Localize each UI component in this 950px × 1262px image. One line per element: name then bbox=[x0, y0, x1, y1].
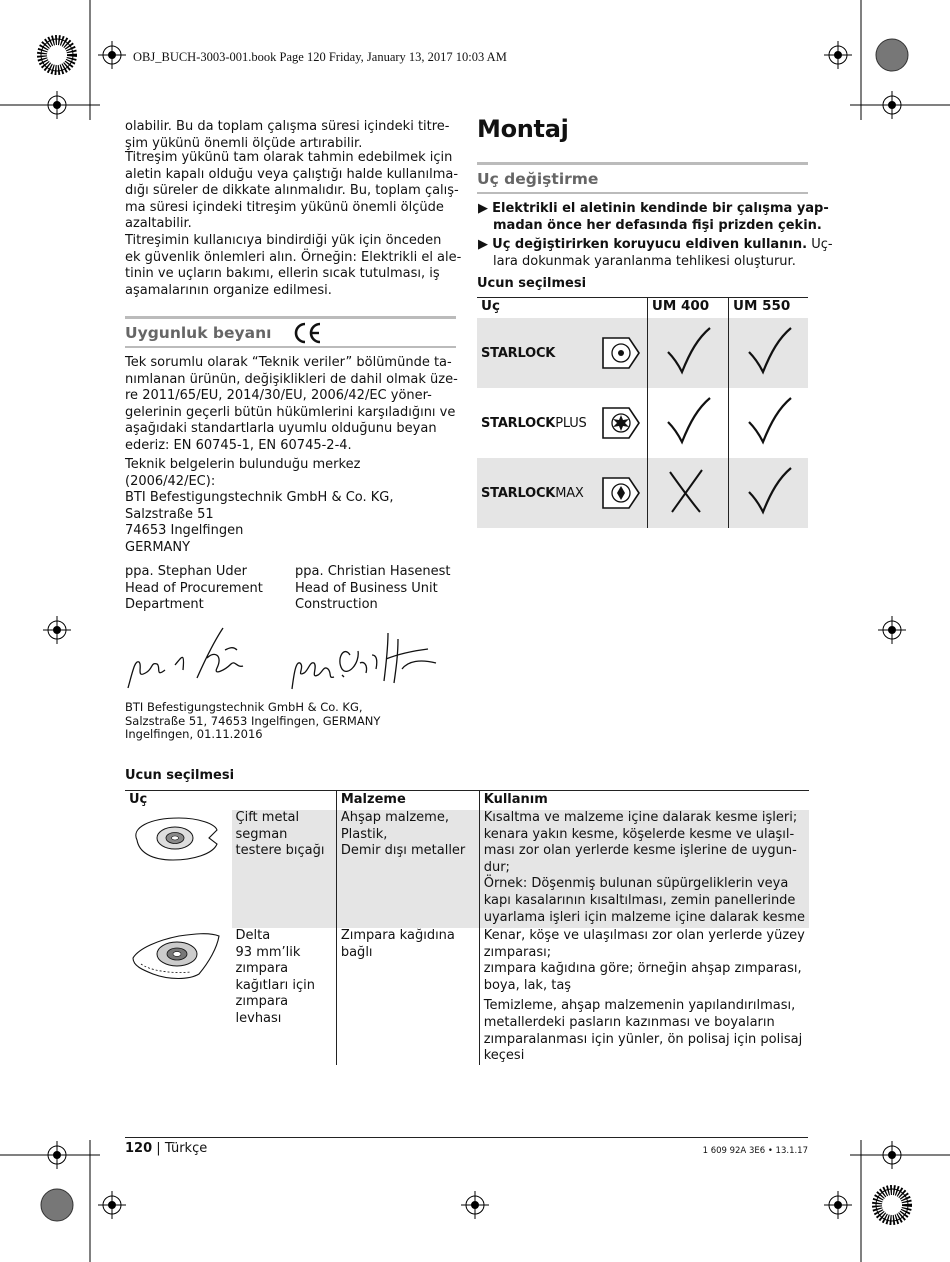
blade-change-heading: Uç değiştirme bbox=[477, 170, 599, 188]
usage-table bbox=[125, 790, 809, 1065]
table-row bbox=[477, 318, 808, 388]
blade-name: Çift metal segman testere bıçağı bbox=[232, 810, 337, 928]
col-header-material: Malzeme bbox=[336, 791, 479, 811]
um550-starlock-plus-cell bbox=[729, 388, 809, 458]
um550-starlock-cell bbox=[729, 318, 809, 388]
delta-sanding-plate-icon bbox=[129, 928, 221, 988]
section-rule bbox=[125, 346, 456, 348]
starlock-plus-mount-icon bbox=[601, 406, 641, 440]
declaration-text: Tek sorumlu olarak “Teknik veriler” bölümünde ta- nımlanan ürünün, değişiklikleri de dahil olmak üze- re 2011/65/EU, 2014/30/EU, 2006/42/EC yöner- gelerinin geçerli bütün hükümlerini karşıladığını ve aşağıdaki standartlarla uyumlu olduğunu beyan ederiz: EN 60745-1, EN 60745-2-4. bbox=[125, 355, 458, 453]
check-icon bbox=[648, 318, 725, 384]
starlock-max-logo: STARLOCKMAX bbox=[481, 485, 584, 501]
um550-starlock-max-cell bbox=[729, 458, 809, 528]
check-icon bbox=[729, 388, 808, 454]
col-header-usage: Kullanım bbox=[479, 791, 809, 811]
bullet-arrow-icon: ▶ bbox=[478, 237, 488, 252]
um400-starlock-max-cell bbox=[647, 458, 728, 528]
print-header: OBJ_BUCH-3003-001.book Page 120 Friday, January 13, 2017 10:03 AM bbox=[133, 50, 507, 64]
warning-bullet-2: ▶ Uç değiştirirken koruyucu eldiven kullanın. Uç- lara dokunmak yaranlanma tehlikesi oluşturur. bbox=[478, 237, 833, 269]
page-footer bbox=[125, 1141, 207, 1156]
um400-starlock-cell bbox=[647, 318, 728, 388]
warning-bullet-1: ▶ Elektrikli el aletinin kendinde bir çalışma yap- madan önce her defasında fişi prizden çekin. bbox=[478, 201, 829, 233]
table-row bbox=[477, 458, 808, 528]
section-rule bbox=[477, 162, 808, 165]
blade-name: Delta 93 mm’lik zımpara kağıtları için zımpara levhası bbox=[235, 928, 316, 1026]
col-header-blade: Uç bbox=[481, 298, 500, 314]
blade-usage: Kısaltma ve malzeme içine dalarak kesme işleri; kenara yakın kesme, köşelerde kesme ve ulaşıl- ması zor olan yerlerde kesme işlerine de uygun- dur; Örnek: Döşenmiş bulunan süpürgeliklerin veya kapı kasalarının kısaltılması, zemin panellerinde uyarlama işleri için malzeme içine dalarak kesme bbox=[479, 810, 809, 928]
starlock-plus-logo: STARLOCKPLUS bbox=[481, 415, 587, 431]
footer-separator: | bbox=[156, 1141, 161, 1156]
blade-material: Zımpara kağıdına bağlı bbox=[336, 928, 479, 1065]
blade-material: Ahşap malzeme, Plastik, Demir dışı metaller bbox=[336, 810, 479, 928]
starlock-mount-icon bbox=[601, 336, 641, 370]
check-icon bbox=[729, 458, 808, 524]
table-row bbox=[125, 928, 809, 1065]
starlock-max-mount-icon bbox=[601, 476, 641, 510]
vibration-text-2: Titreşim yükünü tam olarak tahmin edebilmek için aletin kapalı olduğu veya çalıştığı halde kullanılma- dığı süreler de dikkate alınmalıdır. Bu, toplam çalış- ma süresi içindeki titreşim yükünü önemli ölçüde azaltabilir. bbox=[125, 150, 459, 232]
compat-table bbox=[477, 297, 808, 528]
check-icon bbox=[729, 318, 808, 384]
check-icon bbox=[648, 388, 725, 454]
vibration-text-3: Titreşimin kullanıcıya bindirdiği yük için önceden ek güvenlik önlemleri alın. Örneğin: Elektrikli el ale- tinin ve uçların bakımı, ellerin sıcak tutulması, iş aşamalarının organize edilmesi. bbox=[125, 233, 462, 298]
signer-1: ppa. Stephan Uder Head of Procurement Department bbox=[125, 564, 263, 613]
compat-caption: Ucun seçilmesi bbox=[477, 276, 587, 291]
conformity-heading: Uygunluk beyanı bbox=[125, 324, 272, 342]
starlock-logo: STARLOCK bbox=[481, 345, 556, 361]
segment-saw-blade-icon bbox=[129, 810, 221, 870]
col-header-um400: UM 400 bbox=[647, 298, 728, 319]
um400-starlock-plus-cell bbox=[647, 388, 728, 458]
blade-usage: Kenar, köşe ve ulaşılması zor olan yerlerde yüzey zımparası; zımpara kağıdına göre; örneğin ahşap zımparası, boya, lak, taş Temizleme, ahşap malzemenin yapılandırılması, metallerdeki pasların kazınması ve boyaların zımparalanması için yünler, ön polisaj için polisaj keçesi bbox=[479, 928, 809, 1065]
vibration-text-1: olabilir. Bu da toplam çalışma süresi içindeki titre- şim yükünü önemli ölçüde artırabilir. bbox=[125, 119, 450, 151]
page-number: 120 bbox=[125, 1141, 153, 1156]
technical-docs-address: Teknik belgelerin bulunduğu merkez (2006/42/EC): BTI Befestigungstechnik GmbH & Co. KG, Salzstraße 51 74653 Ingelfingen GERMANY bbox=[125, 457, 394, 555]
signature-2 bbox=[288, 625, 453, 695]
document-code: 1 609 92A 3E6 • 13.1.17 bbox=[702, 1146, 808, 1156]
col-header-blade: Uç bbox=[129, 792, 148, 807]
table-row bbox=[477, 388, 808, 458]
signer-2: ppa. Christian Hasenest Head of Business Unit Construction bbox=[295, 564, 451, 613]
ce-mark-icon bbox=[292, 322, 322, 344]
cross-icon bbox=[648, 458, 725, 524]
signature-1 bbox=[125, 620, 255, 695]
section-rule bbox=[477, 192, 808, 194]
table-row bbox=[125, 810, 809, 928]
page-title: Montaj bbox=[477, 115, 569, 143]
bullet-arrow-icon: ▶ bbox=[478, 201, 488, 216]
footer-language: Türkçe bbox=[164, 1141, 208, 1156]
usage-caption: Ucun seçilmesi bbox=[125, 768, 235, 783]
section-rule bbox=[125, 316, 456, 319]
col-header-um550: UM 550 bbox=[729, 298, 809, 319]
company-footer: BTI Befestigungstechnik GmbH & Co. KG, Salzstraße 51, 74653 Ingelfingen, GERMANY Ingelfingen, 01.11.2016 bbox=[125, 700, 381, 741]
footer-rule bbox=[125, 1137, 808, 1138]
